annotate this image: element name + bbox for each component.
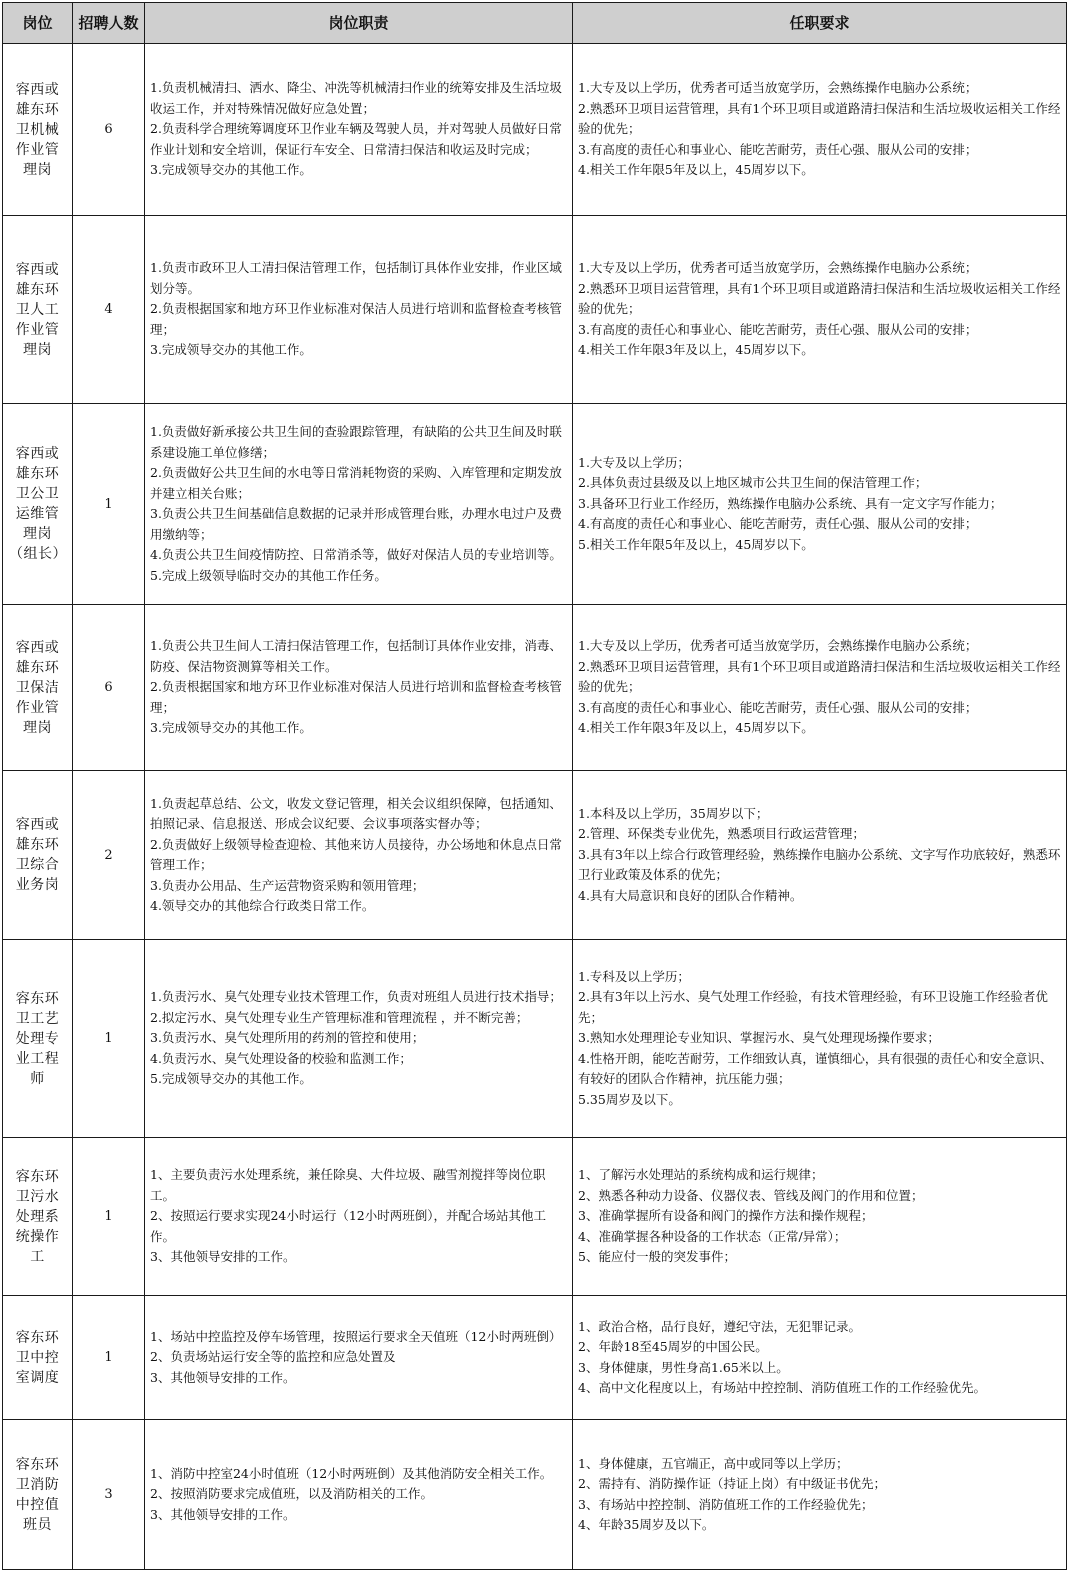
header-duties: 岗位职责 xyxy=(145,3,573,44)
table-row xyxy=(3,940,1067,1138)
requirement-item: 2、熟悉各种动力设备、仪器仪表、管线及阀门的作用和位置； xyxy=(578,1187,924,1203)
duty-item: 3、其他领导安排的工作。 xyxy=(150,1249,296,1265)
headcount: 2 xyxy=(73,771,145,940)
requirement-item: 3、准确掌握所有设备和阀门的操作方法和操作规程； xyxy=(578,1208,874,1224)
header-count: 招聘人数 xyxy=(73,3,145,44)
requirement-item: 1、政治合格，品行良好，遵纪守法，无犯罪记录。 xyxy=(578,1318,861,1334)
duty-item: 1.负责污水、臭气处理专业技术管理工作，负责对班组人员进行技术指导； xyxy=(150,989,562,1005)
requirement-item: 5.相关工作年限5年及以上，45周岁以下。 xyxy=(578,536,814,552)
table-row xyxy=(3,1138,1067,1296)
table-row xyxy=(3,216,1067,404)
job-table xyxy=(2,2,1067,1570)
table-row xyxy=(3,771,1067,940)
duty-item: 2.负责做好公共卫生间的水电等日常消耗物资的采购、入库管理和定期发放并建立相关台账； xyxy=(150,465,562,501)
duty-item: 1.负责公共卫生间人工清扫保洁管理工作，包括制订具体作业安排，消毒、防疫、保洁物资测算等相关工作。 xyxy=(150,638,562,674)
table-row xyxy=(3,404,1067,605)
duty-item: 1、场站中控监控及停车场管理，按照运行要求全天值班（12小时两班倒） xyxy=(150,1328,562,1344)
position-name: 容西或雄东环卫公卫运维管理岗（组长） xyxy=(3,404,73,605)
requirement-item: 1.专科及以上学历； xyxy=(578,968,690,984)
requirement-item: 2.管理、环保类专业优先，熟悉项目行政运营管理； xyxy=(578,826,865,842)
duty-item: 3.完成领导交办的其他工作。 xyxy=(150,162,312,178)
position-name: 容西或雄东环卫机械作业管理岗 xyxy=(3,44,73,216)
duty-item: 3.完成领导交办的其他工作。 xyxy=(150,342,312,358)
headcount: 1 xyxy=(73,1138,145,1296)
requirement-item: 3.具有3年以上综合行政管理经验，熟练操作电脑办公系统、文字写作功底较好，熟悉环卫行业政策及体系的优先； xyxy=(578,846,1061,883)
requirement-item: 2、需持有、消防操作证（持证上岗）有中级证书优先； xyxy=(578,1476,886,1491)
position-name: 容西或雄东环卫人工作业管理岗 xyxy=(3,216,73,404)
requirement-item: 5.35周岁及以下。 xyxy=(578,1091,681,1107)
headcount: 6 xyxy=(73,605,145,771)
requirement-item: 3.熟知水处理理论专业知识、掌握污水、臭气处理现场操作要求； xyxy=(578,1030,940,1046)
duties-cell xyxy=(145,1420,573,1570)
requirement-item: 4、准确掌握各种设备的工作状态（正常/异常）； xyxy=(578,1228,847,1244)
requirements-cell xyxy=(573,404,1067,605)
duty-item: 2.负责做好上级领导检查迎检、其他来访人员接待，办公场地和休息点日常管理工作； xyxy=(150,836,562,872)
position-name: 容东环卫污水处理系统操作工 xyxy=(3,1138,73,1296)
headcount: 1 xyxy=(73,404,145,605)
table-row xyxy=(3,1296,1067,1420)
duty-item: 3.负责污水、臭气处理所用的药剂的管控和使用； xyxy=(150,1030,425,1046)
duty-item: 2、按照运行要求实现24小时运行（12小时两班倒），并配合场站其他工作。 xyxy=(150,1208,547,1244)
requirement-item: 3、有场站中控控制、消防值班工作的工作经验优先； xyxy=(578,1496,874,1512)
table-row xyxy=(3,1420,1067,1570)
headcount: 4 xyxy=(73,216,145,404)
duty-item: 1.负责市政环卫人工清扫保洁管理工作，包括制订具体作业安排，作业区域划分等。 xyxy=(150,260,562,296)
duty-item: 4.负责公共卫生间疫情防控、日常消杀等，做好对保洁人员的专业培训等。 xyxy=(150,547,562,562)
requirement-item: 1.大专及以上学历； xyxy=(578,454,690,470)
position-name: 容东环卫中控室调度 xyxy=(3,1296,73,1420)
headcount: 6 xyxy=(73,44,145,216)
duty-item: 1.负责起草总结、公文，收发文登记管理，相关会议组织保障，包括通知、拍照记录、信息报送、形成会议纪要、会议事项落实督办等； xyxy=(150,795,562,831)
requirement-item: 3、身体健康，男性身高1.65米以上。 xyxy=(578,1359,789,1375)
duties-cell xyxy=(145,216,573,404)
duty-item: 2、负责场站运行安全等的监控和应急处置及 xyxy=(150,1349,396,1365)
requirements-cell xyxy=(573,1296,1067,1420)
position-name: 容东环卫工艺处理专业工程师 xyxy=(3,940,73,1138)
duty-item: 1、主要负责污水处理系统，兼任除臭、大件垃圾、融雪剂搅拌等岗位职工。 xyxy=(150,1167,546,1203)
requirements-cell xyxy=(573,44,1067,216)
table-row xyxy=(3,44,1067,216)
duty-item: 4.领导交办的其他综合行政类日常工作。 xyxy=(150,898,375,913)
duties-cell xyxy=(145,1138,573,1296)
requirement-item: 2.具体负责过县级及以上地区城市公共卫生间的保洁管理工作； xyxy=(578,475,928,491)
headcount: 1 xyxy=(73,1296,145,1420)
duty-item: 5.完成上级领导临时交办的其他工作任务。 xyxy=(150,567,387,583)
duty-item: 4.负责污水、臭气处理设备的校验和监测工作； xyxy=(150,1050,412,1066)
requirement-item: 4.相关工作年限3年及以上，45周岁以下。 xyxy=(578,720,814,736)
requirement-item: 1、身体健康，五官端正，高中或同等以上学历； xyxy=(578,1455,849,1471)
requirements-cell xyxy=(573,940,1067,1138)
requirement-item: 2.熟悉环卫项目运营管理，具有1个环卫项目或道路清扫保洁和生活垃圾收运相关工作经验的优先； xyxy=(578,658,1061,695)
table-row xyxy=(3,605,1067,771)
position-name: 容东环卫消防中控值班员 xyxy=(3,1420,73,1570)
table-body xyxy=(3,44,1067,1570)
requirement-item: 4.相关工作年限5年及以上，45周岁以下。 xyxy=(578,162,814,178)
headcount: 1 xyxy=(73,940,145,1138)
requirements-cell xyxy=(573,1420,1067,1570)
duty-item: 2.拟定污水、臭气处理专业生产管理标准和管理流程 ，并不断完善； xyxy=(150,1009,529,1025)
headcount: 3 xyxy=(73,1420,145,1570)
duty-item: 1、消防中控室24小时值班（12小时两班倒）及其他消防安全相关工作。 xyxy=(150,1465,553,1481)
requirement-item: 4.有高度的责任心和事业心、能吃苦耐劳，责任心强、服从公司的安排； xyxy=(578,516,978,532)
requirement-item: 2.熟悉环卫项目运营管理，具有1个环卫项目或道路清扫保洁和生活垃圾收运相关工作经验的优先； xyxy=(578,280,1061,317)
duty-item: 2.负责科学合理统筹调度环卫作业车辆及驾驶人员，并对驾驶人员做好日常作业计划和安全培训，保证行车安全、日常清扫保洁和收运及时完成； xyxy=(150,121,562,157)
duties-cell xyxy=(145,44,573,216)
position-name: 容西或雄东环卫保洁作业管理岗 xyxy=(3,605,73,771)
requirement-item: 2.熟悉环卫项目运营管理，具有1个环卫项目或道路清扫保洁和生活垃圾收运相关工作经验的优先； xyxy=(578,100,1061,137)
duty-item: 3.负责公共卫生间基础信息数据的记录并形成管理台账，办理水电过户及费用缴纳等； xyxy=(150,506,562,542)
duty-item: 3.完成领导交办的其他工作。 xyxy=(150,720,312,736)
position-name: 容西或雄东环卫综合业务岗 xyxy=(3,771,73,940)
duty-item: 2、按照消防要求完成值班，以及消防相关的工作。 xyxy=(150,1486,433,1502)
duty-item: 1.负责做好新承接公共卫生间的查验跟踪管理，有缺陷的公共卫生间及时联系建设施工单位修缮； xyxy=(150,424,562,460)
duties-cell xyxy=(145,605,573,771)
duty-item: 3、其他领导安排的工作。 xyxy=(150,1506,296,1522)
duties-cell xyxy=(145,771,573,940)
requirement-item: 1.大专及以上学历，优秀者可适当放宽学历，会熟练操作电脑办公系统； xyxy=(578,638,978,654)
requirement-item: 2、年龄18至45周岁的中国公民。 xyxy=(578,1339,768,1354)
duties-cell xyxy=(145,404,573,605)
requirement-item: 1.大专及以上学历，优秀者可适当放宽学历，会熟练操作电脑办公系统； xyxy=(578,260,978,276)
requirement-item: 3.有高度的责任心和事业心、能吃苦耐劳，责任心强、服从公司的安排； xyxy=(578,321,978,337)
requirement-item: 2.具有3年以上污水、臭气处理工作经验，有技术管理经验，有环卫设施工作经验者优先； xyxy=(578,989,1048,1025)
duty-item: 5.完成领导交办的其他工作。 xyxy=(150,1071,312,1087)
requirement-item: 1.本科及以上学历，35周岁以下； xyxy=(578,805,769,821)
requirements-cell xyxy=(573,771,1067,940)
requirement-item: 4、高中文化程度以上，有场站中控控制、消防值班工作的工作经验优先。 xyxy=(578,1380,986,1395)
duty-item: 3、其他领导安排的工作。 xyxy=(150,1369,296,1385)
requirement-item: 3.有高度的责任心和事业心、能吃苦耐劳，责任心强、服从公司的安排； xyxy=(578,699,978,715)
duties-cell xyxy=(145,940,573,1138)
duty-item: 3.负责办公用品、生产运营物资采购和领用管理； xyxy=(150,877,425,893)
requirements-cell xyxy=(573,605,1067,771)
requirement-item: 1、了解污水处理站的系统构成和运行规律； xyxy=(578,1167,824,1183)
requirements-cell xyxy=(573,216,1067,404)
requirement-item: 3.具备环卫行业工作经历，熟练操作电脑办公系统、具有一定文字写作能力； xyxy=(578,495,1003,511)
header-position: 岗位 xyxy=(3,3,73,44)
requirement-item: 4.性格开朗，能吃苦耐劳，工作细致认真，谨慎细心，具有很强的责任心和安全意识、有较好的团队合作精神，抗压能力强； xyxy=(578,1050,1053,1087)
requirement-item: 1.大专及以上学历，优秀者可适当放宽学历，会熟练操作电脑办公系统； xyxy=(578,80,978,96)
requirement-item: 3.有高度的责任心和事业心、能吃苦耐劳，责任心强、服从公司的安排； xyxy=(578,141,978,157)
duty-item: 1.负责机械清扫、洒水、降尘、冲洗等机械清扫作业的统筹安排及生活垃圾收运工作，并对特殊情况做好应急处置； xyxy=(150,80,562,116)
requirement-item: 5、能应付一般的突发事件； xyxy=(578,1249,736,1265)
requirements-cell xyxy=(573,1138,1067,1296)
requirement-item: 4、年龄35周岁及以下。 xyxy=(578,1517,715,1532)
duty-item: 2.负责根据国家和地方环卫作业标准对保洁人员进行培训和监督检查考核管理； xyxy=(150,301,562,337)
requirement-item: 4.具有大局意识和良好的团队合作精神。 xyxy=(578,887,803,903)
header-requirements: 任职要求 xyxy=(573,3,1067,44)
duties-cell xyxy=(145,1296,573,1420)
table-header-row xyxy=(3,3,1067,44)
duty-item: 2.负责根据国家和地方环卫作业标准对保洁人员进行培训和监督检查考核管理； xyxy=(150,679,562,715)
requirement-item: 4.相关工作年限3年及以上，45周岁以下。 xyxy=(578,342,814,358)
